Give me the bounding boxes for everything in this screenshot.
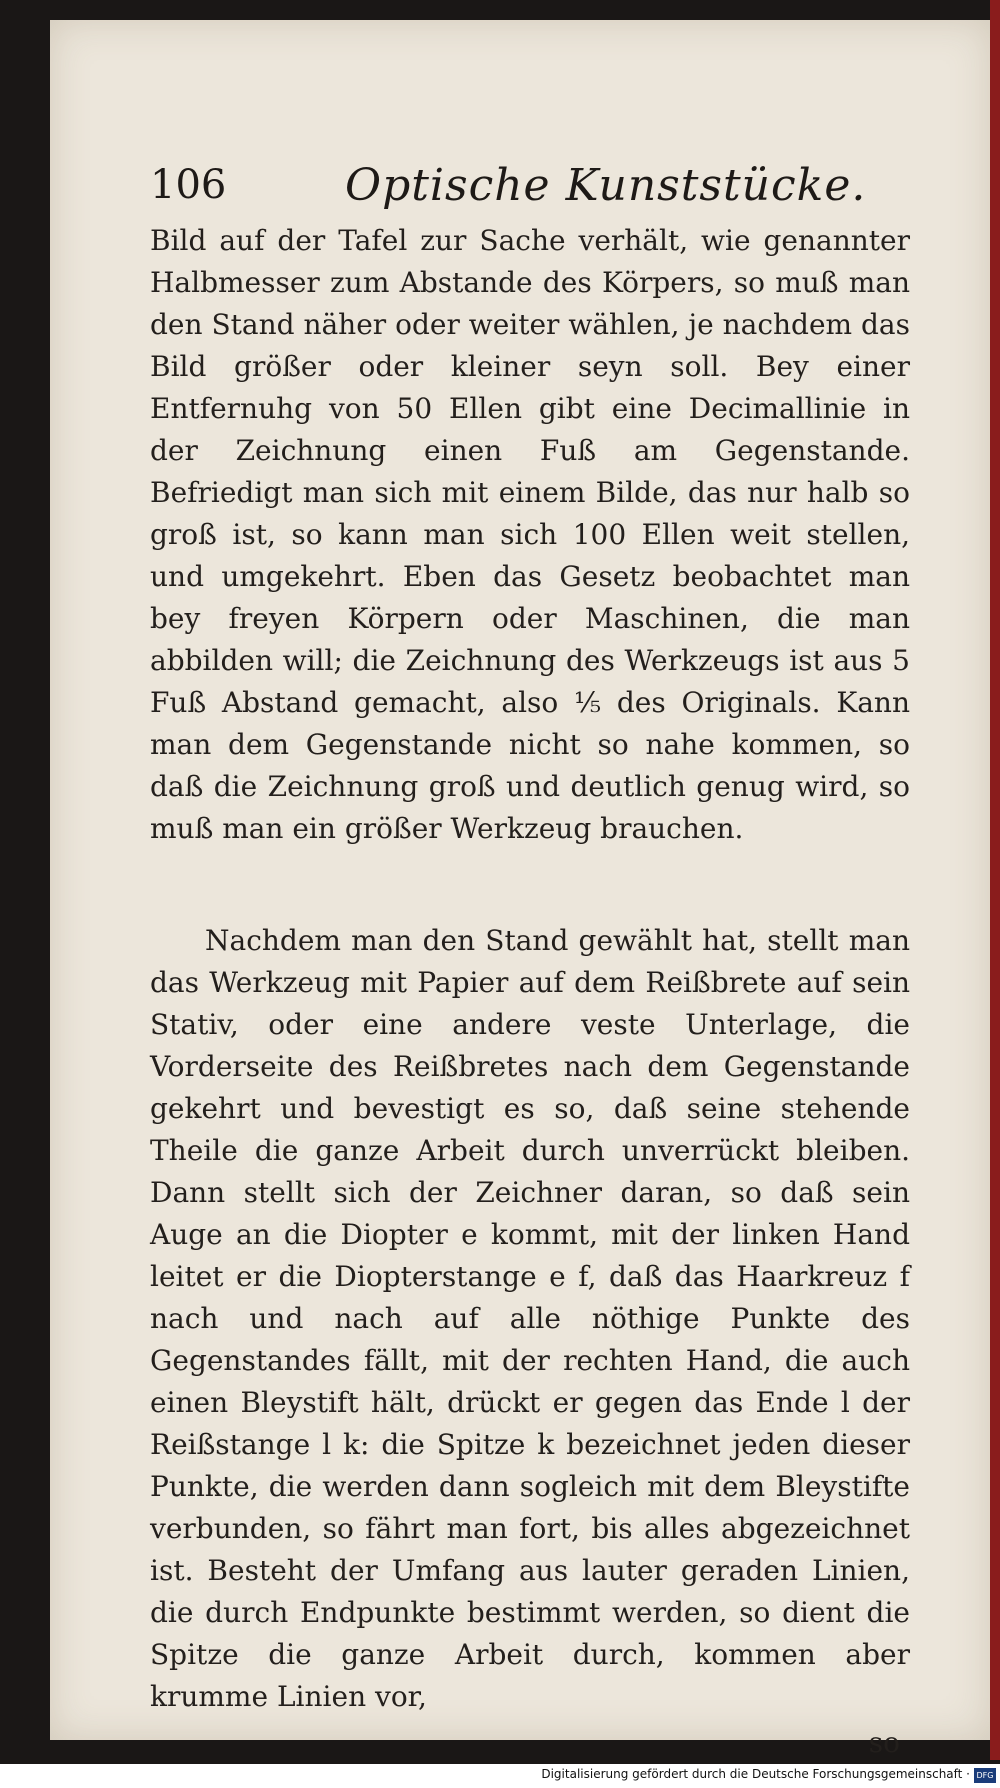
page-header bbox=[150, 150, 910, 220]
page-content bbox=[150, 150, 910, 1764]
digitization-footer bbox=[0, 1764, 1000, 1788]
book-page bbox=[50, 20, 990, 1759]
catchword: so bbox=[868, 1726, 900, 1759]
running-title: Optische Kunststücke. bbox=[345, 160, 867, 211]
funding-credit: Digitalisierung gefördert durch die Deutsche Forschungsgemeinschaft · bbox=[541, 1767, 970, 1781]
book-spine-edge bbox=[990, 0, 1000, 1760]
page-number: 106 bbox=[150, 162, 227, 208]
body-paragraph-1: Bild auf der Tafel zur Sache verhält, wie genannter Halbmesser zum Abstande des Körpers, so muß man den Stand näher oder weiter wählen, je nachdem das Bild größer oder kleiner seyn soll. Bey einer Entfernuhg von 50 Ellen gibt eine Decimallinie in der Zeichnung einen Fuß am Gegenstande. Befriedigt man sich mit einem Bilde, das nur halb so groß ist, so kann man sich 100 Ellen weit stellen, und umgekehrt. Eben das Gesetz beobachtet man bey freyen Körpern oder Maschinen, die man abbilden will; die Zeichnung des Werkzeugs ist aus 5 Fuß Abstand gemacht, also ⅕ des Originals. Kann man dem Gegenstande nicht so nahe kommen, so daß die Zeichnung groß und deutlich genug wird, so muß man ein größer Werkzeug brauchen. bbox=[150, 224, 910, 845]
body-paragraph-2: Nachdem man den Stand gewählt hat, stellt man das Werkzeug mit Papier auf dem Reißbrete auf sein Stativ, oder eine andere veste Unterlage, die Vorderseite des Reißbretes nach dem Gegenstande gekehrt und bevestigt es so, daß seine stehende Theile die ganze Arbeit durch unverrückt bleiben. Dann stellt sich der Zeichner daran, so daß sein Auge an die Diopter e kommt, mit der linken Hand leitet er die Diopterstange e f, daß das Haarkreuz f nach und nach auf alle nöthige Punkte des Gegenstandes fällt, mit der rechten Hand, die auch einen Bleystift hält, drückt er gegen das Ende l der Reißstange l k: die Spitze k bezeichnet jeden dieser Punkte, die werden dann sogleich mit dem Bleystifte verbunden, so fährt man fort, bis alles abgezeichnet ist. Besteht der Umfang aus lauter geraden Linien, die durch Endpunkte bestimmt werden, so dient die Spitze die ganze Arbeit durch, kommen aber krumme Linien vor, bbox=[150, 924, 910, 1713]
dfg-logo: DFG bbox=[974, 1768, 996, 1783]
